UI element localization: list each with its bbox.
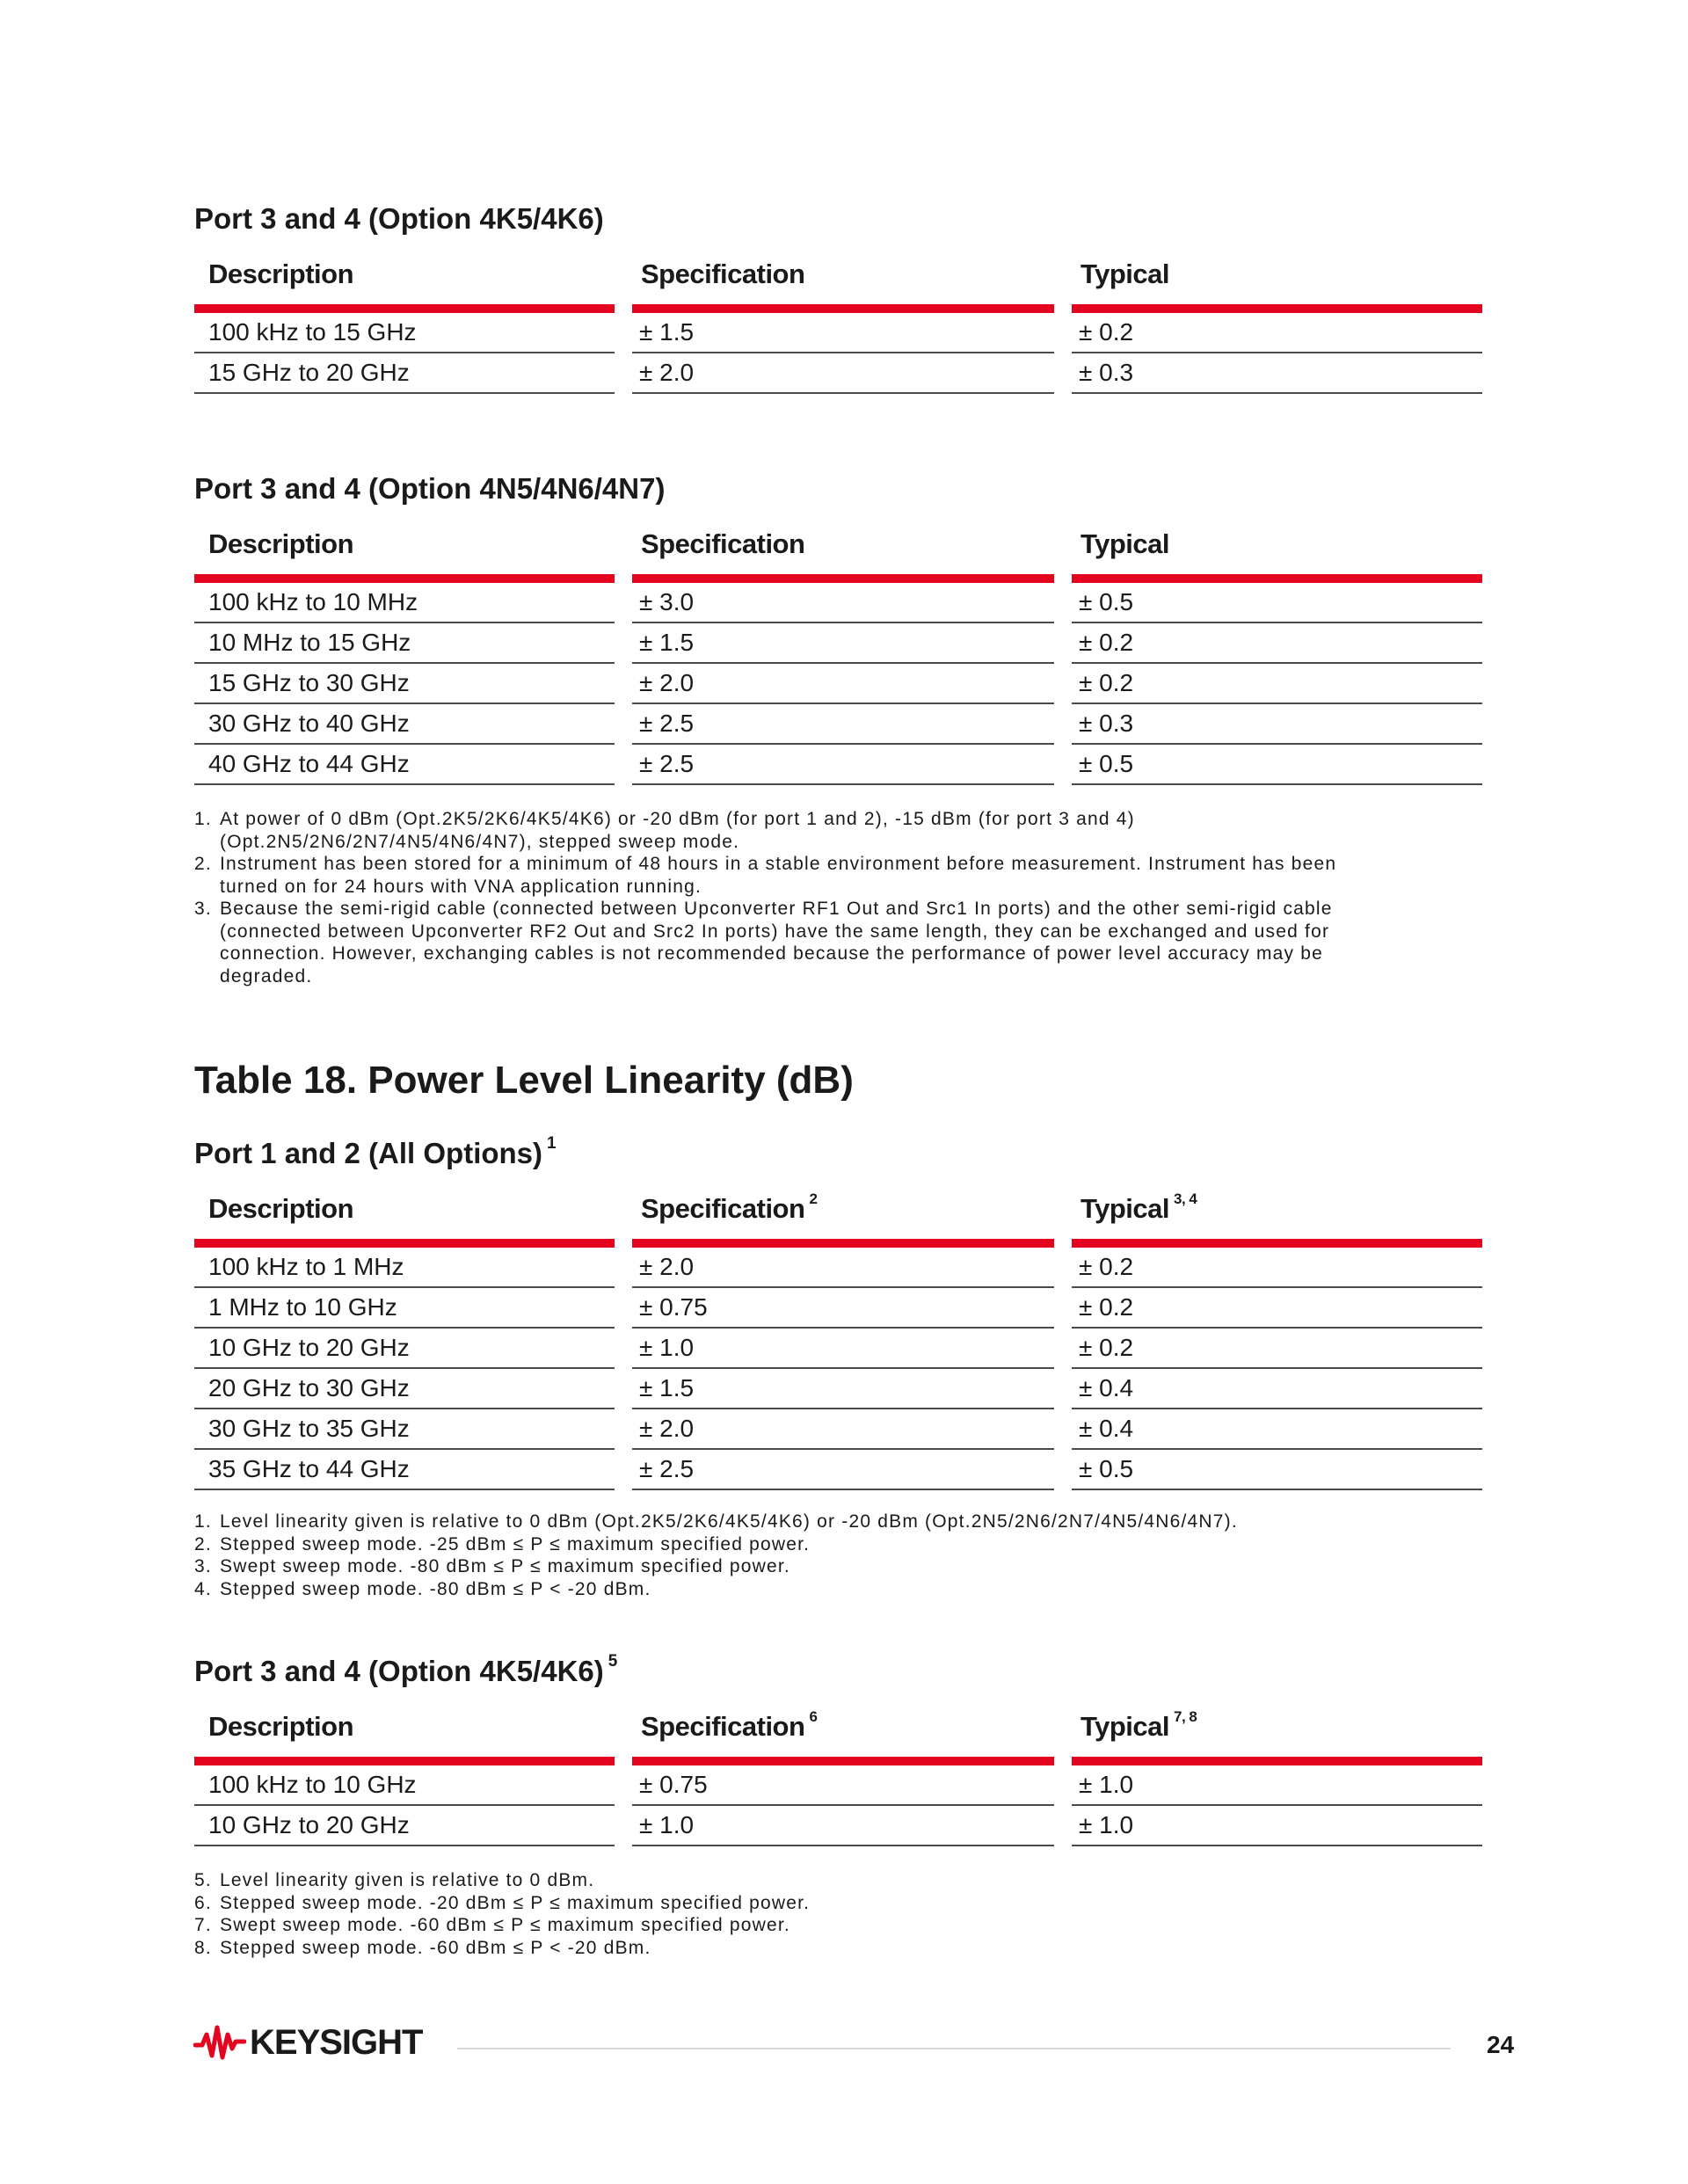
footnote-number: 3.: [194, 899, 212, 919]
footnote-ref: 6: [809, 1708, 818, 1725]
cell-specification: ± 2.0: [632, 1409, 1054, 1450]
table-row: [194, 313, 1482, 353]
header-description: Description: [194, 1190, 615, 1248]
table-header-row: [194, 525, 1482, 583]
footnote-item: [194, 1555, 1238, 1578]
footnote-line: Stepped sweep mode. -20 dBm ≤ P ≤ maximum specified power.: [220, 1892, 811, 1913]
footnote-ref: 5: [608, 1652, 618, 1671]
cell-description: 100 kHz to 1 MHz: [194, 1248, 615, 1288]
footnote-item: [194, 1578, 1238, 1601]
table-row: [194, 1288, 1482, 1329]
cell-typical: ± 1.0: [1072, 1806, 1482, 1846]
footnote-item: [194, 808, 1336, 853]
cell-specification: ± 1.5: [632, 1369, 1054, 1409]
table-row: [194, 664, 1482, 704]
cell-specification: ± 2.0: [632, 353, 1054, 394]
section-port34-4k5-linearity: [194, 1652, 1482, 1687]
cell-typical: ± 0.4: [1072, 1409, 1482, 1450]
footnote-item: [194, 853, 1336, 898]
cell-typical: ± 0.2: [1072, 1288, 1482, 1329]
cell-specification: ± 1.0: [632, 1329, 1054, 1369]
section-title: Port 1 and 2 (All Options) $^1$: [194, 1134, 557, 1169]
footnote-ref: 1: [547, 1134, 557, 1153]
footnote-number: 1.: [194, 809, 212, 829]
cell-description: 100 kHz to 15 GHz: [194, 313, 615, 353]
cell-typical: ± 0.2: [1072, 313, 1482, 353]
cell-description: 35 GHz to 44 GHz: [194, 1450, 615, 1490]
footnote-line: Level linearity given is relative to 0 dBm.: [220, 1870, 595, 1890]
cell-typical: ± 0.5: [1072, 583, 1482, 623]
footnote-ref: 2: [809, 1190, 818, 1207]
footnote-line: connection. However, exchanging cables is not recommended because the performance of power level accuracy may be: [220, 943, 1324, 964]
table-row: [194, 1409, 1482, 1450]
footnote-line: Because the semi-rigid cable (connected between Upconverter RF1 Out and Src1 In ports) and the other semi-rigid cable: [220, 899, 1333, 919]
footnote-item: [194, 1869, 810, 1892]
keysight-logo: [193, 2020, 422, 2064]
cell-description: 1 MHz to 10 GHz: [194, 1288, 615, 1329]
footnote-line: Instrument has been stored for a minimum of 48 hours in a stable environment before measurement. Instrument has been: [220, 854, 1337, 874]
footnote-line: (Opt.2N5/2N6/2N7/4N5/4N6/4N7), stepped sweep mode.: [220, 831, 740, 852]
footnote-number: 2.: [194, 854, 212, 874]
cell-description: 40 GHz to 44 GHz: [194, 745, 615, 785]
cell-typical: ± 0.2: [1072, 1329, 1482, 1369]
cell-specification: ± 2.5: [632, 745, 1054, 785]
cell-specification: ± 1.5: [632, 623, 1054, 664]
cell-typical: ± 0.5: [1072, 1450, 1482, 1490]
cell-description: 20 GHz to 30 GHz: [194, 1369, 615, 1409]
table-row: [194, 1248, 1482, 1288]
keysight-wave-icon: [193, 2022, 246, 2063]
footnote-item: [194, 1914, 810, 1937]
footnote-line: Stepped sweep mode. -80 dBm ≤ P < -20 dBm.: [220, 1578, 651, 1599]
table-row: [194, 623, 1482, 664]
footnote-line: At power of 0 dBm (Opt.2K5/2K6/4K5/4K6) or -20 dBm (for port 1 and 2), -15 dBm (for port 3 and 4): [220, 809, 1135, 829]
footnotes: [194, 808, 1336, 987]
header-description: Description: [194, 525, 615, 583]
header-typical: Typical $^{7, 8}$: [1072, 1707, 1482, 1765]
footnote-item: [194, 1533, 1238, 1556]
footnote-ref: 3, 4: [1174, 1190, 1197, 1207]
footnote-number: 7.: [194, 1915, 212, 1935]
spec-table-port34-4k5: [194, 255, 1482, 394]
header-specification: Specification $^6$: [632, 1707, 1054, 1765]
cell-typical: ± 0.3: [1072, 704, 1482, 745]
table-row: [194, 583, 1482, 623]
cell-typical: ± 0.4: [1072, 1369, 1482, 1409]
spec-table-port12: [194, 1190, 1482, 1490]
section-title: Port 3 and 4 (Option 4N5/4N6/4N7): [194, 472, 666, 505]
footnote-number: 6.: [194, 1892, 212, 1913]
cell-description: 100 kHz to 10 GHz: [194, 1765, 615, 1806]
cell-typical: ± 0.3: [1072, 353, 1482, 394]
table-title: Table 18. Power Level Linearity (dB): [194, 1059, 854, 1102]
page-number: 24: [1487, 2031, 1515, 2058]
footnote-line: Stepped sweep mode. -25 dBm ≤ P ≤ maximum specified power.: [220, 1533, 811, 1554]
logo-text: KEYSIGHT: [250, 2022, 423, 2062]
cell-specification: ± 0.75: [632, 1765, 1054, 1806]
table-row: [194, 353, 1482, 394]
cell-typical: ± 0.2: [1072, 623, 1482, 664]
table-header-row: [194, 255, 1482, 313]
table-header-row: [194, 1190, 1482, 1248]
header-typical: Typical: [1072, 255, 1482, 313]
section-port34-4n5: [194, 474, 1482, 503]
table-row: [194, 745, 1482, 785]
cell-typical: ± 0.5: [1072, 745, 1482, 785]
footer-divider: [457, 2048, 1451, 2049]
header-specification: Specification $^2$: [632, 1190, 1054, 1248]
header-typical: Typical $^{3, 4}$: [1072, 1190, 1482, 1248]
footnote-item: [194, 898, 1336, 987]
footnote-line: Level linearity given is relative to 0 dBm (Opt.2K5/2K6/4K5/4K6) or -20 dBm (Opt.2N5/2N6/2N7/4N5/4N6/4N7).: [220, 1511, 1238, 1532]
section-title: Port 3 and 4 (Option 4K5/4K6): [194, 202, 604, 235]
cell-description: 10 GHz to 20 GHz: [194, 1806, 615, 1846]
footnote-number: 3.: [194, 1556, 212, 1576]
header-specification: Specification: [632, 525, 1054, 583]
spec-table-port34-4n5: [194, 525, 1482, 785]
footnote-number: 2.: [194, 1533, 212, 1554]
header-description: Description: [194, 255, 615, 313]
section-title: Port 3 and 4 (Option 4K5/4K6) $^5$: [194, 1652, 618, 1687]
section-port34-4k5: [194, 204, 1482, 233]
footnote-number: 1.: [194, 1511, 212, 1532]
cell-specification: ± 2.5: [632, 1450, 1054, 1490]
table-row: [194, 1765, 1482, 1806]
table-row: [194, 1450, 1482, 1490]
table-row: [194, 704, 1482, 745]
header-specification: Specification: [632, 255, 1054, 313]
cell-specification: ± 3.0: [632, 583, 1054, 623]
footnote-item: [194, 1511, 1238, 1533]
footnote-ref: 7, 8: [1174, 1708, 1197, 1725]
page-footer: [193, 2020, 1515, 2073]
table-header-row: [194, 1707, 1482, 1765]
section-port12-all: [194, 1134, 1482, 1169]
cell-description: 10 MHz to 15 GHz: [194, 623, 615, 664]
cell-specification: ± 1.5: [632, 313, 1054, 353]
cell-specification: ± 2.0: [632, 1248, 1054, 1288]
footnote-item: [194, 1892, 810, 1915]
cell-description: 100 kHz to 10 MHz: [194, 583, 615, 623]
cell-description: 15 GHz to 30 GHz: [194, 664, 615, 704]
header-description: Description: [194, 1707, 615, 1765]
footnote-line: degraded.: [220, 965, 313, 986]
footnote-number: 8.: [194, 1937, 212, 1958]
table-row: [194, 1369, 1482, 1409]
cell-description: 10 GHz to 20 GHz: [194, 1329, 615, 1369]
cell-specification: ± 1.0: [632, 1806, 1054, 1846]
header-typical: Typical: [1072, 525, 1482, 583]
cell-specification: ± 2.0: [632, 664, 1054, 704]
cell-description: 30 GHz to 35 GHz: [194, 1409, 615, 1450]
cell-specification: ± 0.75: [632, 1288, 1054, 1329]
table-row: [194, 1329, 1482, 1369]
footnote-line: Swept sweep mode. -80 dBm ≤ P ≤ maximum specified power.: [220, 1556, 790, 1576]
cell-typical: ± 0.2: [1072, 664, 1482, 704]
spec-table-port34-linearity: [194, 1707, 1482, 1846]
cell-typical: ± 0.2: [1072, 1248, 1482, 1288]
cell-description: 30 GHz to 40 GHz: [194, 704, 615, 745]
footnote-number: 4.: [194, 1578, 212, 1599]
footnotes: [194, 1511, 1238, 1600]
cell-typical: ± 1.0: [1072, 1765, 1482, 1806]
table-row: [194, 1806, 1482, 1846]
footnote-line: turned on for 24 hours with VNA application running.: [220, 876, 702, 897]
cell-description: 15 GHz to 20 GHz: [194, 353, 615, 394]
cell-specification: ± 2.5: [632, 704, 1054, 745]
footnotes: [194, 1869, 810, 1959]
footnote-line: (connected between Upconverter RF2 Out and Src2 In ports) have the same length, they can be exchanged and used for: [220, 921, 1330, 942]
footnote-item: [194, 1937, 810, 1960]
footnote-line: Swept sweep mode. -60 dBm ≤ P ≤ maximum specified power.: [220, 1915, 790, 1935]
footnote-number: 5.: [194, 1870, 212, 1890]
table-18-heading: [194, 1061, 1482, 1100]
footnote-line: Stepped sweep mode. -60 dBm ≤ P < -20 dBm.: [220, 1937, 651, 1958]
